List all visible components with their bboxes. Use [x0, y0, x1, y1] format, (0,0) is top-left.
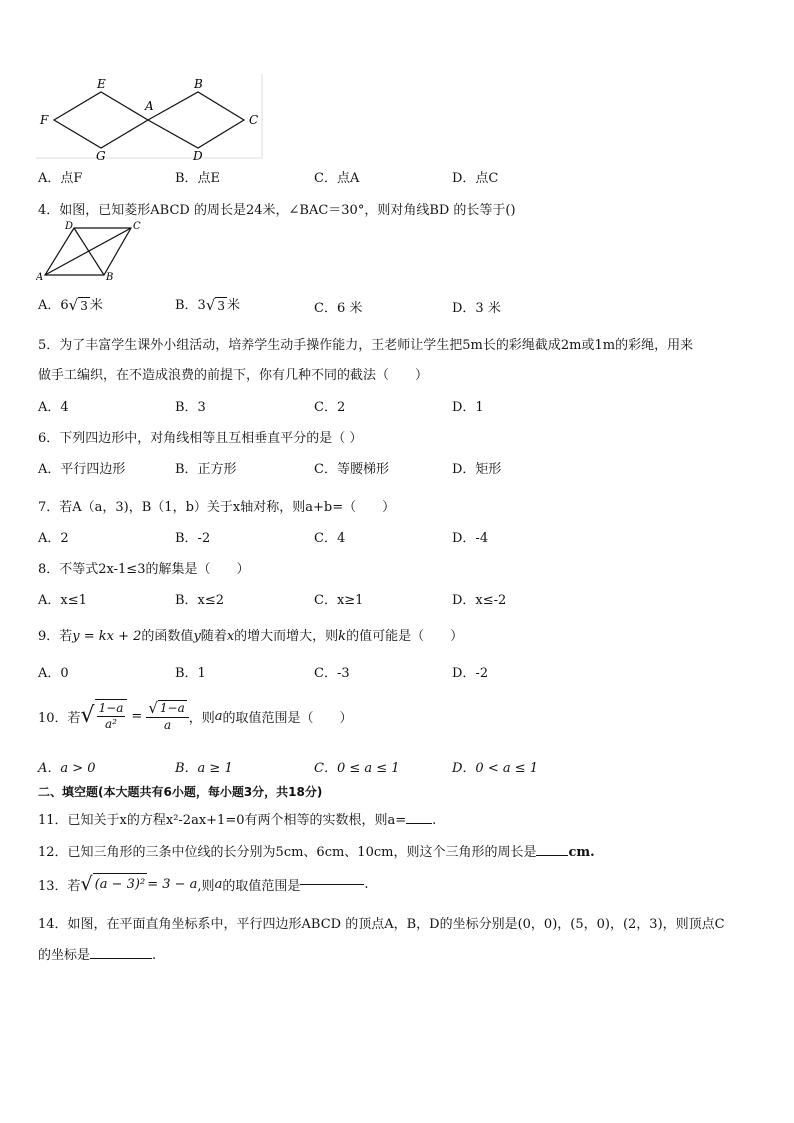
q9-expression: y = kx + 2	[72, 629, 142, 644]
q3-option-b[interactable]: B．点E	[175, 171, 221, 186]
label-C: C	[133, 221, 141, 232]
q6-question: 6．下列四边形中，对角线相等且互相垂直平分的是（ ）	[38, 431, 363, 446]
q10-rhs-numerator: 1−a	[159, 701, 185, 715]
q3-option-d[interactable]: D．点C	[452, 171, 499, 186]
q4-option-c[interactable]: C．6 米	[314, 301, 363, 316]
q9-option-b[interactable]: B．1	[175, 666, 206, 681]
q12-unit: cm.	[568, 845, 595, 860]
q10-equals: =	[131, 708, 143, 724]
q3-option-c[interactable]: C．点A	[314, 171, 360, 186]
label-F: F	[40, 113, 49, 127]
q9-var-y: y	[193, 629, 201, 644]
q6-option-d[interactable]: D．矩形	[452, 462, 502, 477]
label-B: B	[106, 272, 114, 282]
q9-var-x: x	[226, 629, 235, 644]
label-E: E	[97, 77, 106, 91]
q10-lhs-numerator: 1−a	[98, 701, 124, 715]
q10-option-d[interactable]: D．0 < a ≤ 1	[452, 761, 539, 776]
label-C: C	[249, 113, 259, 127]
q7-option-b[interactable]: B．-2	[175, 531, 211, 546]
q10-rhs-fraction: √ 1−a a	[146, 700, 188, 733]
q5-option-c[interactable]: C．2	[314, 400, 346, 415]
rhombus-right	[148, 92, 244, 148]
sqrt-symbol: √ 3	[68, 296, 88, 314]
label-G: G	[96, 149, 106, 160]
q4-option-b[interactable]	[175, 294, 240, 314]
q4-option-a-unit: 米	[89, 298, 103, 313]
q13-end: .	[364, 876, 369, 892]
q10-mid: ，则	[188, 710, 215, 726]
figure-q3-rhombuses	[36, 74, 266, 160]
figure-q4-rhombus	[36, 220, 146, 282]
q13-question	[38, 870, 368, 898]
q7-option-c[interactable]: C．4	[314, 531, 346, 546]
q5-question-line1: 5．为了丰富学生课外小组活动，培养学生动手操作能力，王老师让学生把5m长的彩绳截成2m或1m的彩绳，用来	[38, 338, 694, 353]
q9-option-a[interactable]: A．0	[38, 666, 69, 681]
q9-option-d[interactable]: D．-2	[452, 666, 489, 681]
label-A: A	[145, 99, 154, 113]
q8-option-a[interactable]: A．x≤1	[38, 593, 87, 608]
q8-option-b[interactable]: B．x≤2	[175, 593, 225, 608]
label-D: D	[193, 149, 203, 160]
q11-question	[38, 809, 436, 828]
q5-option-a[interactable]: A．4	[38, 400, 69, 415]
q12-question	[38, 841, 595, 860]
q9-pre: 9．若	[38, 629, 73, 644]
section-heading-fill-in: 二、填空题(本大题共有6小题，每小题3分，共18分)	[38, 785, 323, 799]
q5-option-d[interactable]: D．1	[452, 400, 484, 415]
diagonal-bd	[74, 228, 104, 275]
q9-option-c[interactable]: C．-3	[314, 666, 350, 681]
sqrt-symbol: √ 3	[205, 296, 226, 314]
label-B: B	[194, 77, 203, 91]
q4-option-a-prefix: A．6	[38, 298, 69, 313]
q11-text: 11．已知关于x的方程x²-2ax+1=0有两个相等的实数根，则a=	[38, 813, 407, 828]
q10-option-b[interactable]: B．a ≥ 1	[175, 761, 233, 776]
q9-question	[38, 625, 463, 644]
q5-option-b[interactable]: B．3	[175, 400, 206, 415]
q13-sqrt: √ (a − 3)²	[80, 873, 146, 895]
q13-post: 的取值范围是	[222, 878, 301, 894]
q10-var: a	[214, 708, 223, 724]
q7-option-d[interactable]: D．-4	[452, 531, 489, 546]
q7-question: 7．若A（a，3)，B（1，b）关于x轴对称，则a+b=（ ）	[38, 500, 396, 515]
q14-line2-text: 的坐标是	[38, 948, 91, 963]
rhombus-left	[54, 92, 148, 148]
q10-question	[38, 696, 353, 736]
q10-pre: 10．若	[38, 710, 81, 726]
q10-lhs-sqrt: √ $\frac{1-a}{\text{a²}}$	[81, 699, 128, 733]
q8-option-c[interactable]: C．x≥1	[314, 593, 364, 608]
q14-question-line1: 14．如图，在平面直角坐标系中，平行四边形ABCD 的顶点A，B，D的坐标分别是(0，0)，(5，0)，(2，3)，则顶点C	[38, 917, 725, 932]
q13-answer-blank[interactable]	[300, 884, 364, 885]
q10-rhs-denominator: a	[163, 717, 172, 732]
label-A: A	[36, 272, 44, 282]
q13-mid: ,则	[197, 878, 215, 894]
q8-option-d[interactable]: D．x≤-2	[452, 593, 507, 608]
q6-option-a[interactable]: A．平行四边形	[38, 462, 126, 477]
q12-text: 12．已知三角形的三条中位线的长分别为5cm、6cm、10cm，则这个三角形的周长是	[38, 845, 537, 860]
q9-post: 的值可能是（ ）	[346, 629, 464, 644]
q4-option-d[interactable]: D．3 米	[452, 301, 501, 316]
q6-option-b[interactable]: B．正方形	[175, 462, 237, 477]
q13-rhs: = 3 − a	[147, 876, 198, 892]
q13-radicand: (a − 3)²	[93, 873, 148, 895]
q9-mid3: 的增大而增大，则	[234, 629, 339, 644]
q13-var: a	[214, 876, 223, 892]
q11-answer-blank[interactable]	[406, 823, 432, 824]
q14-question-line2	[38, 944, 156, 963]
q4-option-b-prefix: B．3	[175, 298, 206, 313]
q6-option-c[interactable]: C．等腰梯形	[314, 462, 389, 477]
q14-answer-blank[interactable]	[90, 958, 152, 959]
q9-mid2: 随着	[200, 629, 227, 644]
q14-end: .	[152, 948, 157, 963]
q10-option-a[interactable]: A．a > 0	[38, 761, 96, 776]
q10-option-c[interactable]: C．0 ≤ a ≤ 1	[314, 761, 400, 776]
q4-option-b-unit: 米	[227, 298, 241, 313]
q10-post: 的取值范围是（ ）	[222, 710, 353, 726]
q4-question: 4．如图，已知菱形ABCD 的周长是24米，∠BAC＝30°，则对角线BD 的长等于()	[38, 203, 516, 218]
label-D: D	[65, 221, 74, 232]
q8-question: 8．不等式2x-1≤3的解集是（ ）	[38, 562, 250, 577]
q12-answer-blank[interactable]	[536, 855, 568, 856]
q9-var-k: k	[338, 629, 347, 644]
q4-option-a[interactable]	[38, 294, 103, 314]
q9-mid1: 的函数值	[141, 629, 194, 644]
q13-pre: 13．若	[38, 878, 81, 894]
q11-end: .	[432, 813, 437, 828]
q5-question-line2: 做手工编织，在不造成浪费的前提下，你有几种不同的截法（ ）	[38, 368, 429, 383]
q4-option-a-radicand: 3	[80, 298, 88, 313]
q7-option-a[interactable]: A．2	[38, 531, 69, 546]
q10-lhs-denominator: a²	[105, 717, 117, 731]
q4-option-b-radicand: 3	[217, 298, 226, 313]
q3-option-a[interactable]: A．点F	[38, 171, 83, 186]
